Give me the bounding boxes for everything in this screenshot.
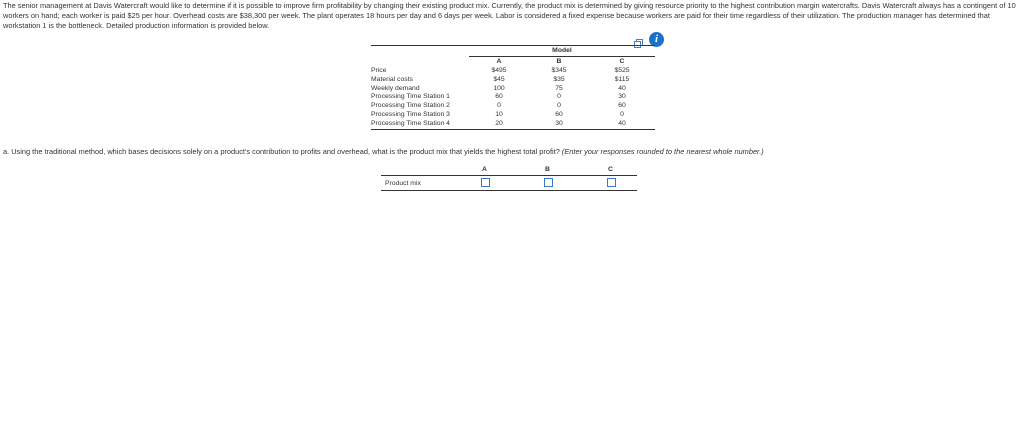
row-label: Processing Time Station 1	[371, 93, 450, 101]
table-row	[371, 67, 655, 76]
cell-value: 100	[493, 84, 505, 92]
table-row	[371, 102, 655, 111]
cell-value: $495	[491, 67, 507, 74]
production-data-table	[371, 45, 655, 130]
cell-value: $345	[551, 67, 567, 74]
cell-value: 0	[557, 102, 561, 110]
cell-value: 0	[557, 93, 561, 101]
cell-value: 40	[589, 120, 655, 129]
model-group-header: Model	[469, 46, 655, 57]
row-label: Processing Time Station 4	[371, 120, 469, 129]
column-header-c: C	[619, 58, 625, 65]
question-a	[3, 147, 1021, 157]
cell-value: 0	[497, 102, 501, 110]
row-label: Price	[371, 67, 387, 74]
cell-value: 60	[555, 110, 563, 118]
table-row	[371, 111, 655, 120]
product-mix-label: Product mix	[385, 180, 421, 187]
table-row	[371, 76, 655, 85]
table-row	[371, 93, 655, 102]
answer-column-c: C	[608, 166, 613, 173]
answer-column-a: A	[482, 166, 487, 173]
row-label: Processing Time Station 2	[371, 102, 450, 110]
cell-value: $115	[614, 75, 630, 83]
cell-value: 30	[618, 93, 626, 101]
cell-value: $525	[614, 67, 630, 74]
row-label: Weekly demand	[371, 84, 420, 92]
answer-header-row	[381, 164, 637, 176]
row-label: Processing Time Station 3	[371, 110, 450, 118]
row-label: Material costs	[371, 75, 413, 83]
cell-value: 60	[495, 93, 503, 101]
cell-value: 40	[618, 84, 626, 92]
column-header-b: B	[556, 58, 562, 65]
table-row	[371, 120, 655, 129]
column-header-a: A	[496, 58, 502, 65]
answer-column-b: B	[545, 166, 550, 173]
cell-value: 10	[495, 110, 503, 118]
product-mix-b-input[interactable]	[544, 178, 553, 187]
info-icon[interactable]: i	[649, 32, 664, 47]
product-mix-a-input[interactable]	[481, 178, 490, 187]
cell-value: 20	[469, 120, 529, 129]
cell-value: $35	[553, 75, 565, 83]
problem-intro: The senior management at Davis Watercraft would like to determine if it is possible to improve firm profitability by changing their existing product mix. Currently, the product mix is determined by giving resource priority to the highest contribution margin watercrafts. Davis Watercraft always has a contingent of 10 workers on hand; each worker is paid $25 per hour. Overhead costs are $38,300 per week. The plant operates 18 hours per day and 6 days per week. Labor is considered a fixed expense because workers are paid for their time regardless of their utilization. The production manager has determined that workstation 1 is the bottleneck. Detailed production information is provided below.	[3, 1, 1016, 30]
cell-value: 0	[620, 110, 624, 118]
product-mix-c-input[interactable]	[607, 178, 616, 187]
question-text: a. Using the traditional method, which bases decisions solely on a product's contribution to profits and overhead, what is the product mix that yields the highest total profit?	[3, 147, 560, 156]
cell-value: 75	[555, 84, 563, 92]
question-instruction: (Enter your responses rounded to the nearest whole number.)	[561, 147, 764, 156]
copy-icon[interactable]	[634, 35, 643, 44]
column-header-row	[371, 57, 655, 68]
cell-value: 60	[618, 102, 626, 110]
answer-row-product-mix	[381, 176, 637, 191]
model-header-row	[371, 46, 655, 57]
cell-value: 30	[529, 120, 589, 129]
table-row	[371, 85, 655, 94]
cell-value: $45	[493, 75, 505, 83]
